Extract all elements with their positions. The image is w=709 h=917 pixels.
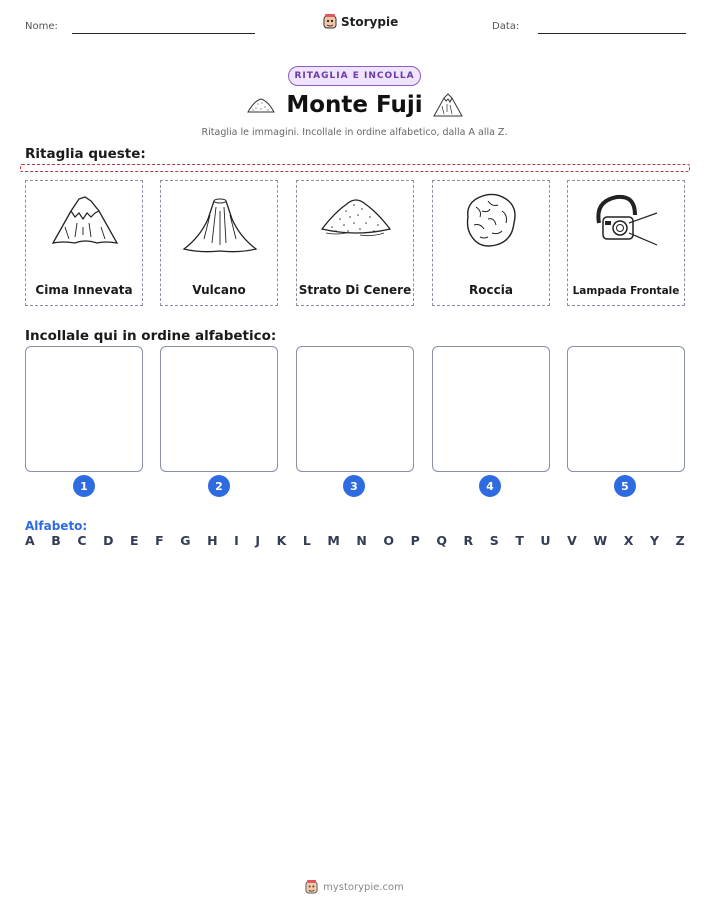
alphabet-letter: R	[463, 533, 474, 548]
card-label: Roccia	[469, 283, 513, 297]
cut-section-heading: Ritaglia queste:	[25, 146, 146, 162]
alphabet-letter: W	[593, 533, 608, 548]
alphabet-letter: N	[356, 533, 367, 548]
alphabet-heading: Alfabeto:	[25, 519, 88, 533]
alphabet-row	[25, 533, 685, 548]
paste-slot-3[interactable]	[296, 346, 414, 472]
page-title: Monte Fuji	[286, 92, 423, 118]
paste-slot-1[interactable]	[25, 346, 143, 472]
alphabet-letter: K	[276, 533, 287, 548]
brand-name: Storypie	[341, 14, 399, 29]
alphabet-letter: G	[180, 533, 191, 548]
alphabet-letter: H	[207, 533, 218, 548]
instructions-text: Ritaglia le immagini. Incollale in ordine alfabetico, dalla A alla Z.	[201, 127, 508, 138]
rock-icon	[452, 187, 532, 257]
footer-url[interactable]: mystorypie.com	[323, 881, 404, 893]
cut-card-2[interactable]	[160, 180, 278, 306]
headlamp-icon	[587, 187, 667, 257]
cut-card-1[interactable]	[25, 180, 143, 306]
slot-number-3: 3	[343, 475, 365, 497]
alphabet-letter: F	[155, 533, 164, 548]
alphabet-letter: Y	[649, 533, 659, 548]
cut-card-4[interactable]	[432, 180, 550, 306]
snowy-peak-deco-icon	[432, 92, 464, 118]
paste-slot-5[interactable]	[567, 346, 685, 472]
alphabet-letter: O	[383, 533, 395, 548]
alphabet-letter: B	[51, 533, 61, 548]
alphabet-letter: U	[540, 533, 551, 548]
activity-badge: RITAGLIA E INCOLLA	[288, 66, 421, 86]
cut-line	[20, 164, 690, 172]
card-label: Lampada Frontale	[572, 285, 680, 297]
cut-card-3[interactable]	[296, 180, 414, 306]
slot-number-4: 4	[479, 475, 501, 497]
alphabet-letter: C	[77, 533, 87, 548]
alphabet-letter: V	[567, 533, 577, 548]
brand-logo	[323, 14, 398, 29]
alphabet-letter: A	[25, 533, 35, 548]
alphabet-letter: I	[234, 533, 239, 548]
storypie-mascot-icon	[323, 14, 337, 29]
alphabet-letter: T	[515, 533, 524, 548]
slot-number-5: 5	[614, 475, 636, 497]
alphabet-letter: Q	[436, 533, 447, 548]
paste-slot-4[interactable]	[432, 346, 550, 472]
card-label: Cima Innevata	[35, 283, 133, 297]
card-label: Strato Di Cenere	[298, 283, 412, 297]
volcano-icon	[180, 187, 260, 257]
slot-number-1: 1	[73, 475, 95, 497]
alphabet-letter: Z	[675, 533, 685, 548]
alphabet-letter: P	[410, 533, 420, 548]
name-label: Nome:	[25, 21, 58, 32]
footer	[0, 880, 709, 894]
date-line[interactable]	[538, 33, 686, 34]
alphabet-letter: E	[130, 533, 139, 548]
cut-card-5[interactable]	[567, 180, 685, 306]
alphabet-letter: S	[489, 533, 499, 548]
alphabet-letter: L	[302, 533, 311, 548]
ash-pile-icon	[316, 187, 396, 257]
storypie-mascot-icon	[305, 880, 318, 894]
date-label: Data:	[492, 21, 520, 32]
alphabet-letter: X	[623, 533, 634, 548]
paste-section-heading: Incollale qui in ordine alfabetico:	[25, 328, 277, 344]
paste-slot-2[interactable]	[160, 346, 278, 472]
alphabet-letter: J	[255, 533, 260, 548]
card-label: Vulcano	[192, 283, 246, 297]
alphabet-letter: D	[103, 533, 114, 548]
alphabet-letter: M	[327, 533, 340, 548]
slot-number-2: 2	[208, 475, 230, 497]
snowy-peak-icon	[45, 187, 125, 257]
name-line[interactable]	[72, 33, 255, 34]
